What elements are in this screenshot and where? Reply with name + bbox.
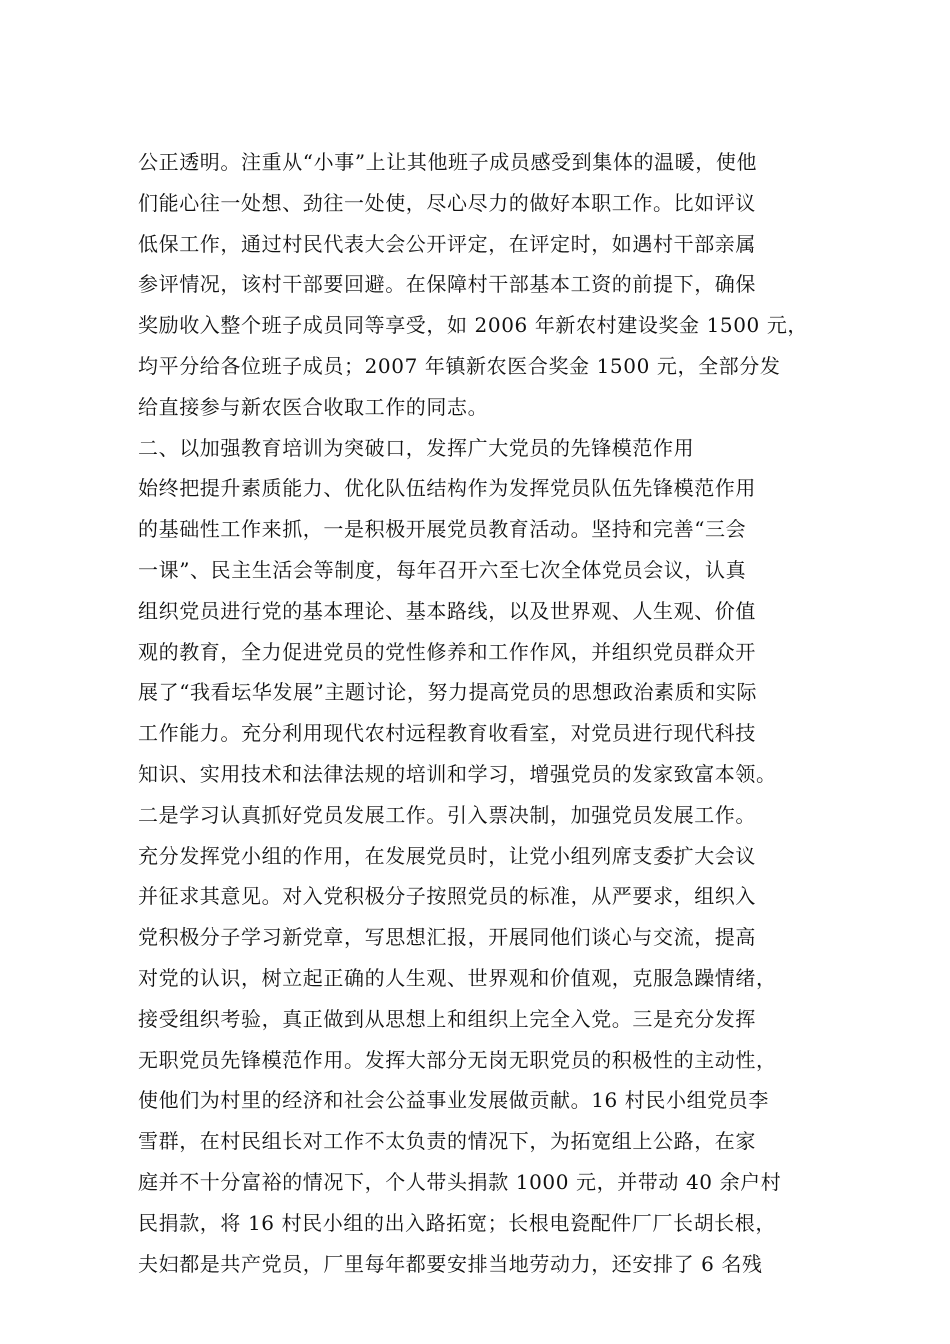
text-line: 观的教育，全力促进党员的党性修养和工作作风，并组织党员群众开 [138,639,756,664]
text-line: 低保工作，通过村民代表大会公开评定，在评定时，如遇村干部亲属 [138,231,756,256]
body-text [138,142,828,1284]
text-line: 给直接参与新农医合收取工作的同志。 [138,394,489,419]
text-line: 奖励收入整个班子成员同等享受，如 2006 年新农村建设奖金 1500 元， [138,313,809,338]
text-line: 对党的认识，树立起正确的人生观、世界观和价值观，克服急躁情绪， [138,965,777,990]
text-line: 们能心往一处想、劲往一处使，尽心尽力的做好本职工作。比如评议 [138,190,756,215]
text-line: 知识、实用技术和法律法规的培训和学习，增强党员的发家致富本领。 [138,761,777,786]
text-line: 公正透明。注重从“小事”上让其他班子成员感受到集体的温暖，使他 [138,150,758,174]
text-line: 民捐款，将 16 村民小组的出入路拓宽；长根电瓷配件厂厂长胡长根， [138,1210,776,1235]
text-line: 夫妇都是共产党员，厂里每年都要安排当地劳动力，还安排了 6 名残 [138,1251,763,1276]
text-line: 并征求其意见。对入党积极分子按照党员的标准，从严要求，组织入 [138,884,756,909]
text-line: 展了“我看坛华发展”主题讨论，努力提高党员的思想政治素质和实际 [138,680,758,705]
text-line: 始终把提升素质能力、优化队伍结构作为发挥党员队伍先锋模范作用 [138,476,756,501]
text-line: 工作能力。充分利用现代农村远程教育收看室，对党员进行现代科技 [138,721,756,746]
text-line: 参评情况，该村干部要回避。在保障村干部基本工资的前提下，确保 [138,272,756,297]
text-line: 庭并不十分富裕的情况下，个人带头捐款 1000 元，并带动 40 余户村 [138,1169,782,1194]
text-line: 党积极分子学习新党章，写思想汇报，开展同他们谈心与交流，提高 [138,925,756,950]
text-line: 雪群，在村民组长对工作不太负责的情况下，为拓宽组上公路，在家 [138,1129,756,1154]
text-line: 的基础性工作来抓，一是积极开展党员教育活动。坚持和完善“三会 [138,517,747,542]
text-line: 一课”、民主生活会等制度，每年召开六至七次全体党员会议，认真 [138,557,747,582]
text-line: 使他们为村里的经济和社会公益事业发展做贡献。16 村民小组党员李 [138,1088,770,1113]
section-heading: 二、以加强教育培训为突破口，发挥广大党员的先锋模范作用 [138,435,695,460]
text-line: 无职党员先锋模范作用。发挥大部分无岗无职党员的积极性的主动性， [138,1047,777,1072]
text-line: 组织党员进行党的基本理论、基本路线，以及世界观、人生观、价值 [138,598,756,623]
text-line: 充分发挥党小组的作用，在发展党员时，让党小组列席支委扩大会议 [138,843,756,868]
text-line: 均平分给各位班子成员；2007 年镇新农医合奖金 1500 元，全部分发 [138,353,781,378]
text-line: 接受组织考验，真正做到从思想上和组织上完全入党。三是充分发挥 [138,1006,756,1031]
text-line: 二是学习认真抓好党员发展工作。引入票决制，加强党员发展工作。 [138,802,756,827]
